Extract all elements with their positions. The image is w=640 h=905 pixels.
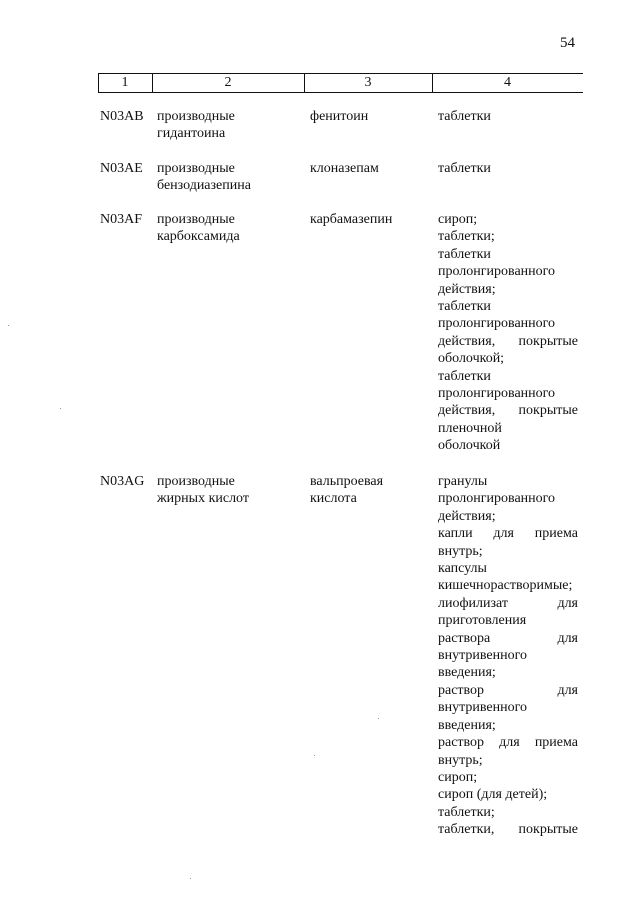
dosage-forms-line: капли для приема: [438, 526, 578, 542]
table-header: [98, 73, 583, 93]
dosage-forms-line: внутрь;: [438, 543, 483, 559]
scan-speck: [8, 325, 9, 326]
atc-code: N03AF: [100, 212, 143, 227]
pharmacological-group-line: производные: [157, 109, 235, 124]
dosage-forms-line: капсулы: [438, 561, 487, 577]
dosage-forms-line: сироп;: [438, 769, 478, 785]
dosage-forms-line: пленочной: [438, 420, 502, 436]
dosage-forms-line: гранулы: [438, 474, 488, 489]
pharmacological-group: [157, 108, 307, 143]
header-col-1: 1: [121, 75, 129, 90]
scan-speck: [190, 878, 191, 879]
dosage-forms: [438, 108, 578, 125]
dosage-forms-line: раствора для: [438, 630, 578, 646]
pharmacological-group-line: бензодиазепина: [157, 178, 251, 194]
drug-name: [310, 160, 430, 177]
atc-code: N03AE: [100, 161, 143, 176]
pharmacological-group-line: производные: [157, 212, 235, 227]
dosage-forms-line: внутривенного: [438, 648, 528, 664]
drug-name: [310, 108, 430, 125]
drug-name: [310, 211, 430, 228]
drug-name-line: карбамазепин: [310, 212, 393, 227]
header-col-3: 3: [364, 75, 372, 90]
drug-name-line: фенитоин: [310, 109, 369, 124]
pharmacological-group-line: карбоксамида: [157, 229, 240, 245]
dosage-forms-line: действия, покрытые: [438, 403, 578, 419]
drug-name: [310, 473, 430, 508]
page-number: 54: [560, 35, 575, 51]
dosage-forms-line: введения;: [438, 665, 496, 681]
pharmacological-group-line: производные: [157, 474, 235, 489]
header-col-4: 4: [504, 75, 511, 90]
dosage-forms-line: сироп;: [438, 212, 478, 227]
dosage-forms-line: сироп (для детей);: [438, 787, 548, 803]
header-col-2: 2: [224, 75, 232, 90]
dosage-forms-line: оболочкой: [438, 438, 501, 454]
pharmacological-group: [157, 473, 307, 508]
drug-name-line: кислота: [310, 491, 357, 507]
dosage-forms-line: таблетки: [438, 161, 491, 176]
dosage-forms-line: приготовления: [438, 613, 527, 629]
drug-name-line: клоназепам: [310, 161, 379, 176]
dosage-forms-line: действия;: [438, 508, 496, 524]
scan-speck: [60, 408, 61, 409]
dosage-forms: [438, 160, 578, 177]
pharmacological-group: [157, 160, 307, 195]
dosage-forms-line: пролонгированного: [438, 264, 556, 280]
dosage-forms-line: таблетки;: [438, 804, 495, 820]
dosage-forms-line: внутрь;: [438, 752, 483, 768]
dosage-forms-line: кишечнорастворимые;: [438, 578, 573, 594]
dosage-forms-line: таблетки, покрытые: [438, 822, 578, 838]
dosage-forms-line: таблетки: [438, 368, 491, 384]
pharmacological-group-line: гидантоина: [157, 126, 226, 142]
pharmacological-group-line: производные: [157, 161, 235, 176]
dosage-forms-line: оболочкой;: [438, 351, 505, 367]
dosage-forms: [438, 211, 578, 455]
dosage-forms-line: пролонгированного: [438, 386, 556, 402]
dosage-forms-line: пролонгированного: [438, 491, 556, 507]
drug-name-line: вальпроевая: [310, 474, 384, 489]
atc-code: N03AB: [100, 109, 144, 124]
dosage-forms-line: пролонгированного: [438, 316, 556, 332]
dosage-forms-line: раствор для приема: [438, 735, 578, 751]
atc-code: N03AG: [100, 474, 145, 489]
dosage-forms-line: введения;: [438, 717, 496, 733]
dosage-forms-line: действия;: [438, 281, 496, 297]
dosage-forms-line: действия, покрытые: [438, 333, 578, 349]
dosage-forms-line: таблетки: [438, 246, 491, 262]
pharmacological-group-line: жирных кислот: [157, 491, 249, 507]
scan-speck: [314, 755, 315, 756]
dosage-forms-line: внутривенного: [438, 700, 528, 716]
dosage-forms-line: таблетки: [438, 109, 491, 124]
dosage-forms-line: лиофилизат для: [438, 595, 578, 611]
dosage-forms-line: таблетки: [438, 299, 491, 315]
dosage-forms-line: таблетки;: [438, 229, 495, 245]
dosage-forms: [438, 473, 578, 839]
dosage-forms-line: раствор для: [438, 682, 578, 698]
pharmacological-group: [157, 211, 307, 246]
scan-speck: [378, 718, 379, 719]
